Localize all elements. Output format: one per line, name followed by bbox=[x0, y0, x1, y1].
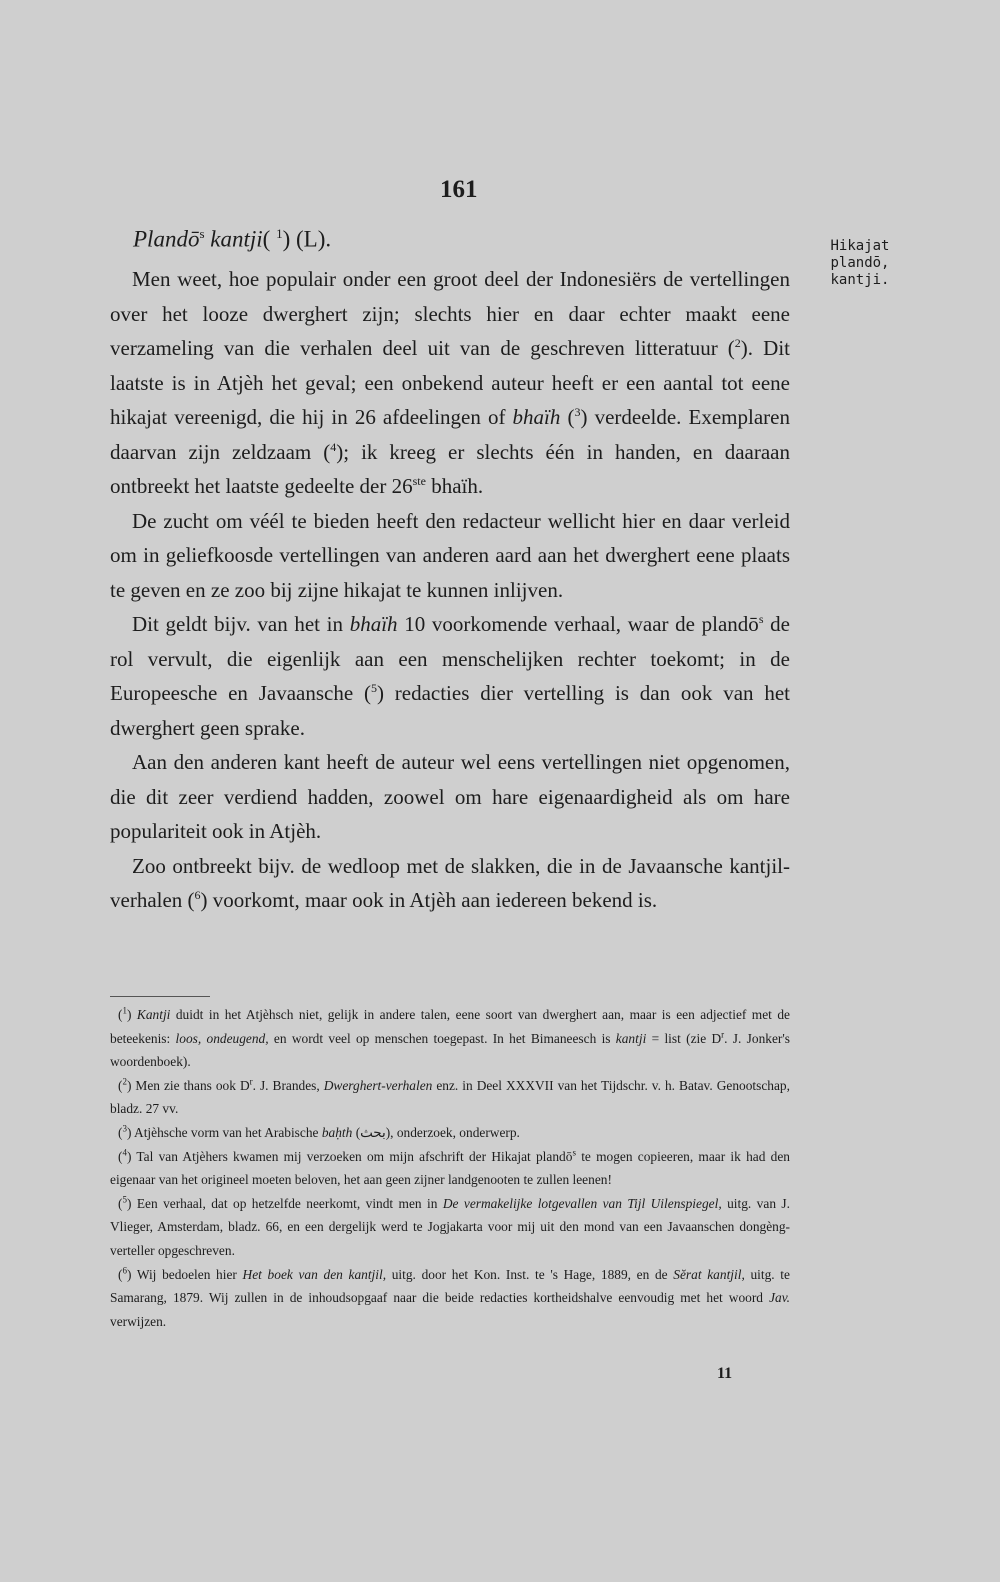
heading-paren: ( bbox=[262, 226, 271, 252]
text-run: ( bbox=[118, 1077, 123, 1093]
text-run: ( bbox=[118, 1124, 123, 1140]
marginal-note-line: Hikajat bbox=[830, 238, 890, 254]
footnote-ref: 2 bbox=[734, 336, 741, 350]
text-run: ) Een verhaal, dat op hetzelfde neerkomt, vindt men in bbox=[126, 1195, 443, 1211]
footnote-rule bbox=[110, 996, 210, 997]
footnote bbox=[110, 1003, 790, 1074]
footnote-ref: s bbox=[572, 1147, 576, 1158]
text-run: ( bbox=[118, 1195, 123, 1211]
footnotes bbox=[110, 1003, 790, 1333]
footnote-ref: 4 bbox=[122, 1147, 127, 1158]
heading-title-sup: s bbox=[199, 226, 205, 241]
footnote-ref: r bbox=[249, 1076, 253, 1087]
italic-text: baḥth bbox=[321, 1124, 353, 1140]
body-text bbox=[110, 262, 790, 918]
text-run: ); ik kreeg er slechts één in handen, en daaraan ontbreekt het laatste gedeelte der 26 bbox=[110, 439, 791, 498]
text-run: uitg. door het Kon. Inst. te 's Hage, 1889, en de bbox=[386, 1266, 674, 1282]
footnote bbox=[110, 1121, 790, 1145]
text-run: = list (zie D bbox=[646, 1030, 722, 1046]
heading-footnote-ref: 1 bbox=[276, 226, 283, 241]
footnote bbox=[110, 1145, 790, 1192]
text-run: De zucht om véél te bieden heeft den redacteur wellicht hier en daar verleid om in geliefkoosde vertellingen van anderen aard aan het dwerghert eene plaats te geven en ze zoo bij zijne hikajat te kunnen inlijven. bbox=[110, 508, 790, 602]
text-run: . J. Brandes, bbox=[252, 1077, 324, 1093]
paragraph bbox=[110, 607, 790, 745]
text-run: ) Wij bedoelen hier bbox=[126, 1266, 243, 1282]
italic-text: kantji bbox=[615, 1030, 647, 1046]
text-run: ( bbox=[118, 1148, 123, 1164]
text-run: te mogen copieeren, maar ik had den eigenaar van het origineel moeten beloven, het aan geen zijner landgenooten te zullen leenen! bbox=[110, 1148, 790, 1188]
marginal-note bbox=[818, 238, 902, 289]
heading-paren-close: ) bbox=[282, 226, 291, 252]
italic-text: bhaïh bbox=[512, 405, 561, 429]
section-heading bbox=[133, 226, 331, 253]
text-run: duidt in het Atjèhsch niet, gelijk in andere talen, eene soort van dwerghert aan, maar is een adjectief met de beteekenis: bbox=[110, 1007, 790, 1046]
footnote bbox=[110, 1263, 790, 1334]
text-run: ) verdeelde. Exemplaren daarvan zijn zeldzaam ( bbox=[110, 405, 790, 464]
footnote-ref: 5 bbox=[122, 1194, 127, 1205]
footnote-ref: 3 bbox=[122, 1123, 127, 1134]
text-run: Dit geldt bijv. van het in bbox=[132, 612, 350, 636]
heading-label: (L). bbox=[296, 226, 332, 252]
heading-word: kantji bbox=[210, 226, 263, 252]
footnote bbox=[110, 1192, 790, 1263]
text-run: ) Atjèhsche vorm van het Arabische bbox=[126, 1124, 322, 1140]
text-run: ) redacties dier vertelling is dan ook van het dwerghert geen sprake. bbox=[110, 681, 790, 740]
text-run: uitg. te Samarang, 1879. Wij zullen in de inhoudsopgaaf naar die beide redacties kortheidshalve eenvoudig met het woord bbox=[110, 1266, 790, 1306]
paragraph bbox=[110, 504, 790, 608]
text-run: enz. in Deel XXXVII van het Tijdschr. v. h. Batav. Genootschap, bladz. 27 vv. bbox=[110, 1077, 790, 1117]
signature-mark: 11 bbox=[717, 1365, 733, 1382]
text-run: (بحث), onderzoek, onderwerp. bbox=[352, 1124, 520, 1140]
text-run: ). Dit laatste is in Atjèh het geval; een onbekend auteur heeft er een aantal tot eene hikajat vereenigd, die hij in 26 afdeelingen of bbox=[110, 336, 790, 429]
footnote-ref: s bbox=[758, 612, 764, 626]
italic-text: Sĕrat kantjil, bbox=[673, 1266, 745, 1282]
italic-text: Het boek van den kantjil, bbox=[242, 1266, 387, 1282]
text-run: Zoo ontbreekt bijv. de wedloop met de slakken, die in de Javaansche kantjil-verhalen ( bbox=[110, 853, 790, 912]
footnote-ref: 6 bbox=[194, 888, 201, 902]
italic-text: De vermakelijke lotgevallen van Tijl Uilenspiegel, bbox=[442, 1195, 722, 1211]
text-run: 10 voorkomende verhaal, waar de plandō bbox=[397, 612, 759, 636]
paragraph bbox=[110, 849, 790, 918]
text-run: Aan den anderen kant heeft de auteur wel eens vertellingen niet opgenomen, die dit zeer verdiend hadden, zoowel om hare eigenaardigheid als om hare populariteit ook in Atjèh. bbox=[110, 750, 790, 843]
italic-text: bhaïh bbox=[349, 612, 398, 636]
marginal-note-line: kantji. bbox=[830, 272, 890, 288]
italic-text: Dwerghert-verhalen bbox=[323, 1077, 433, 1093]
footnote-ref: 4 bbox=[330, 439, 337, 454]
text-run: en wordt veel op menschen toegepast. In het Bimaneesch is bbox=[268, 1030, 616, 1046]
text-run: de rol vervult, die eigenlijk aan een menschelijken rechter toekomt; in de Europeesche en Javaansche ( bbox=[110, 612, 790, 705]
footnote bbox=[110, 1074, 790, 1121]
page-number: 161 bbox=[440, 176, 478, 203]
text-run: verwijzen. bbox=[110, 1313, 167, 1329]
text-run: ( bbox=[118, 1007, 123, 1022]
text-run: ) Men zie thans ook D bbox=[126, 1077, 250, 1093]
heading-title: Plandō bbox=[133, 226, 200, 252]
text-run: ( bbox=[118, 1266, 123, 1282]
text-run: uitg. van J. Vlieger, Amsterdam, bladz. 66, en een dergelijk werd te Jogjakarta voor mij uit den mond van een Javaanschen dongèng-verteller opgeschreven. bbox=[110, 1195, 790, 1258]
text-run: ) voorkomt, maar ook in Atjèh aan iedereen bekend is. bbox=[200, 888, 658, 912]
text-run: Men weet, hoe populair onder een groot deel der Indonesiërs de vertellingen over het looze dwerghert zijn; slechts hier en daar echter maakt eene verzameling van die verhalen deel uit van de geschreven litteratuur ( bbox=[110, 267, 790, 360]
paragraph bbox=[110, 745, 790, 849]
paragraph bbox=[110, 262, 790, 504]
text-run: bhaïh. bbox=[425, 474, 484, 498]
footnote-ref: 2 bbox=[122, 1076, 127, 1087]
marginal-note-line: plandō, bbox=[830, 255, 890, 271]
text-run: ) Tal van Atjèhers kwamen mij verzoeken om mijn afschrift der Hikajat plandō bbox=[126, 1148, 573, 1164]
footnote-ref: 6 bbox=[122, 1265, 127, 1276]
footnote-ref: 1 bbox=[122, 1005, 127, 1016]
italic-text: loos, ondeugend, bbox=[175, 1030, 269, 1046]
text-run: . J. Jonker's woordenboek). bbox=[110, 1030, 790, 1070]
footnote-ref: ste bbox=[412, 474, 426, 488]
text-run: ( bbox=[560, 405, 575, 429]
italic-text: Jav. bbox=[769, 1290, 790, 1306]
footnote-ref: 5 bbox=[370, 681, 377, 695]
footnote-ref: r bbox=[721, 1029, 725, 1040]
footnote-ref: 3 bbox=[574, 405, 581, 419]
text-run: ) bbox=[126, 1007, 137, 1022]
italic-text: Kantji bbox=[136, 1007, 171, 1022]
